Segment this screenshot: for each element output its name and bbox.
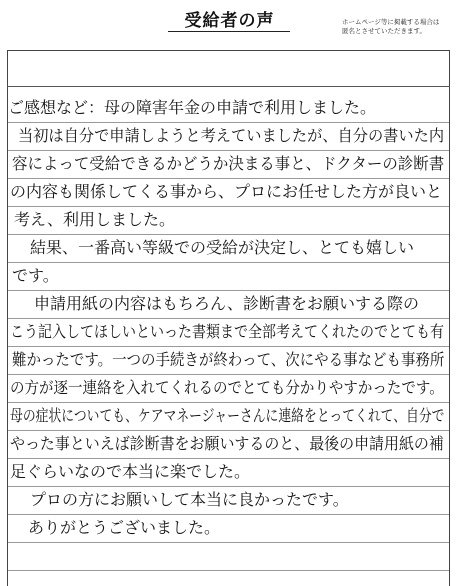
text-line: 母の症状についても、ケアマネージャーさんに連絡をとってくれて、自分で (10, 406, 445, 425)
text-line: こう記入してほしいといった書類まで全部考えてくれたのでとても有 (10, 322, 445, 341)
text-line: 容によって受給できるかどうか決まる事と、ドクターの診断書 (12, 154, 445, 173)
text-line: 当初は自分で申請しようと考えていましたが、自分の書いた内 (18, 126, 445, 145)
anonymity-note-line-1: ホームページ等に掲載する場合は (342, 18, 440, 26)
page-title: 受給者の声 (184, 11, 275, 31)
ruled-line (8, 542, 449, 543)
text-line: やった事といえば診断書をお願いするのと、最後の申請用紙の補 (10, 434, 444, 453)
text-line: ありがとうございました。 (28, 518, 221, 537)
text-line: 足ぐらいなので本当に楽でした。 (10, 462, 251, 481)
text-line: 考え、利用しました。 (14, 210, 175, 229)
form-top-band (7, 50, 450, 87)
text-line: 難かったです。一つの手続きが終わって、次にやる事なども事務所 (12, 350, 445, 369)
text-line: プロの方にお願いして本当に良かったです。 (30, 490, 349, 509)
text-line: の方が逐一連絡を入れてくれるのでとても分かりやすかったです。 (10, 378, 444, 397)
anonymity-note-line-2: 匿名とさせていただきます。 (342, 27, 426, 35)
text-line: 結果、一番高い等級での受給が決定し、とても嬉しい (30, 238, 415, 257)
text-line: ご感想など：母の障害年金の申請で利用しました。 (8, 98, 377, 117)
anonymity-note (342, 18, 457, 36)
ruled-line (8, 262, 449, 263)
text-line: の内容も関係してくる事から、プロにお任せした方が良いと (10, 182, 443, 201)
text-line: 申請用紙の内容はもちろん、診断書をお願いする際の (34, 294, 419, 313)
text-line: です。 (12, 266, 59, 285)
ruled-line (8, 570, 449, 571)
title-underline (168, 31, 290, 32)
